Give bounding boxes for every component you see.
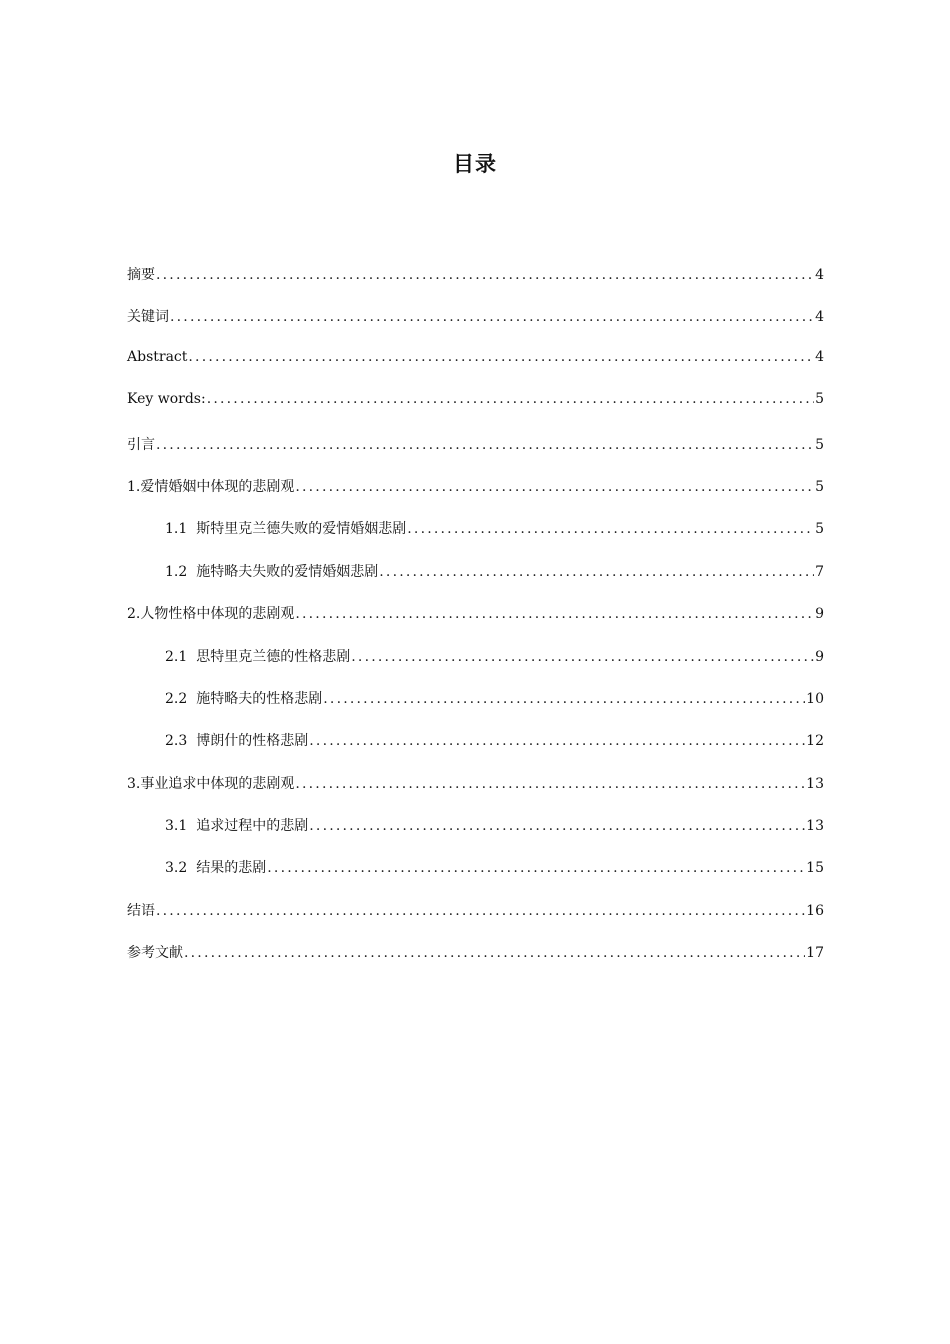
toc-entry-section-1-1[interactable] bbox=[127, 518, 824, 560]
toc-entry-label bbox=[165, 688, 322, 708]
toc-page-number: 15 bbox=[806, 860, 824, 877]
toc-entry-references[interactable] bbox=[127, 942, 824, 984]
toc-leader-dots bbox=[295, 606, 814, 622]
toc-entry-key-words[interactable] bbox=[127, 391, 824, 433]
toc-section-number: 1.2 bbox=[165, 563, 188, 580]
toc-page-number: 7 bbox=[815, 563, 824, 580]
toc-leader-dots bbox=[156, 903, 805, 919]
toc-leader-dots bbox=[309, 733, 805, 749]
toc-entry-chapter-3[interactable] bbox=[127, 773, 824, 815]
toc-section-title: 施特略夫的性格悲剧 bbox=[196, 690, 323, 707]
toc-entry-section-3-2[interactable] bbox=[127, 857, 824, 899]
toc-leader-dots bbox=[188, 349, 814, 365]
page-title: 目录 bbox=[453, 152, 497, 176]
toc-leader-dots bbox=[351, 649, 814, 665]
toc-leader-dots bbox=[156, 267, 814, 283]
toc-page-number: 13 bbox=[806, 775, 824, 792]
toc-leader-dots bbox=[295, 479, 814, 495]
toc-entry-label bbox=[165, 561, 378, 581]
toc-section-number: 2.3 bbox=[165, 733, 188, 750]
toc-page-number: 5 bbox=[815, 436, 824, 453]
toc-section-title: 追求过程中的悲剧 bbox=[196, 818, 309, 835]
toc-leader-dots bbox=[323, 691, 805, 707]
toc-leader-dots bbox=[295, 776, 805, 792]
toc-leader-dots bbox=[379, 564, 814, 580]
toc-leader-dots bbox=[184, 945, 805, 961]
toc-entry-section-1-2[interactable] bbox=[127, 561, 824, 603]
toc-entry-label bbox=[165, 857, 266, 877]
toc-entry-label: 关键词 bbox=[127, 309, 169, 326]
toc-section-title: 结果的悲剧 bbox=[196, 860, 267, 877]
toc-section-title: 思特里克兰德的性格悲剧 bbox=[196, 648, 351, 665]
toc-entry-label: Abstract bbox=[127, 348, 188, 365]
toc-entry-label: 3.事业追求中体现的悲剧观 bbox=[127, 775, 295, 792]
toc-section-number: 2.2 bbox=[165, 690, 188, 707]
toc-entry-section-2-2[interactable] bbox=[127, 688, 824, 730]
toc-page-number: 4 bbox=[815, 309, 824, 326]
toc-section-title: 斯特里克兰德失败的爱情婚姻悲剧 bbox=[196, 521, 407, 538]
toc-leader-dots bbox=[207, 391, 814, 407]
toc-entry-chapter-1[interactable] bbox=[127, 476, 824, 518]
toc-section-number: 3.1 bbox=[165, 818, 188, 835]
toc-entry-abstract[interactable] bbox=[127, 349, 824, 391]
toc-page-number: 13 bbox=[806, 818, 824, 835]
toc-entry-label: 引言 bbox=[127, 436, 155, 453]
toc-entry-label bbox=[165, 646, 350, 666]
toc-page-number: 12 bbox=[806, 733, 824, 750]
toc-leader-dots bbox=[407, 521, 814, 537]
toc-section-number: 3.2 bbox=[165, 860, 188, 877]
toc-entry-label: 参考文献 bbox=[127, 945, 183, 962]
toc-entry-label bbox=[165, 815, 308, 835]
toc-page-number: 9 bbox=[815, 648, 824, 665]
toc-leader-dots bbox=[267, 860, 805, 876]
toc-entry-label bbox=[165, 518, 406, 538]
toc-entry-introduction[interactable] bbox=[127, 434, 824, 476]
toc-entry-conclusion[interactable] bbox=[127, 900, 824, 942]
toc-section-title: 博朗什的性格悲剧 bbox=[196, 733, 309, 750]
toc-page-number: 5 bbox=[815, 521, 824, 538]
toc-entry-chapter-2[interactable] bbox=[127, 603, 824, 645]
toc-entry-label: 1.爱情婚姻中体现的悲剧观 bbox=[127, 478, 295, 495]
toc-leader-dots bbox=[309, 818, 805, 834]
toc-entry-label: 摘要 bbox=[127, 267, 155, 283]
toc-entry-keywords-cn[interactable] bbox=[127, 306, 824, 348]
toc-section-number: 2.1 bbox=[165, 648, 188, 665]
toc-section-number: 1.1 bbox=[165, 521, 188, 538]
toc-leader-dots bbox=[170, 309, 814, 325]
toc-page-number: 4 bbox=[815, 267, 824, 283]
toc-entry-label: 2.人物性格中体现的悲剧观 bbox=[127, 606, 295, 623]
toc-entry-label: 结语 bbox=[127, 902, 155, 919]
toc-page-number: 16 bbox=[806, 902, 824, 919]
toc-page-number: 10 bbox=[806, 690, 824, 707]
toc-page-number: 17 bbox=[806, 945, 824, 962]
toc-section-title: 施特略夫失败的爱情婚姻悲剧 bbox=[196, 563, 379, 580]
toc-entry-label bbox=[165, 730, 308, 750]
toc-page-number: 4 bbox=[815, 348, 824, 365]
toc-entry-section-2-3[interactable] bbox=[127, 730, 824, 772]
toc-entry-abstract-cn[interactable] bbox=[127, 264, 824, 306]
toc-page-number: 9 bbox=[815, 606, 824, 623]
table-of-contents bbox=[127, 264, 824, 985]
toc-entry-label: Key words: bbox=[127, 391, 206, 408]
toc-entry-section-3-1[interactable] bbox=[127, 815, 824, 857]
toc-entry-section-2-1[interactable] bbox=[127, 646, 824, 688]
toc-leader-dots bbox=[156, 437, 814, 453]
toc-page-number: 5 bbox=[815, 391, 824, 408]
toc-page-number: 5 bbox=[815, 478, 824, 495]
